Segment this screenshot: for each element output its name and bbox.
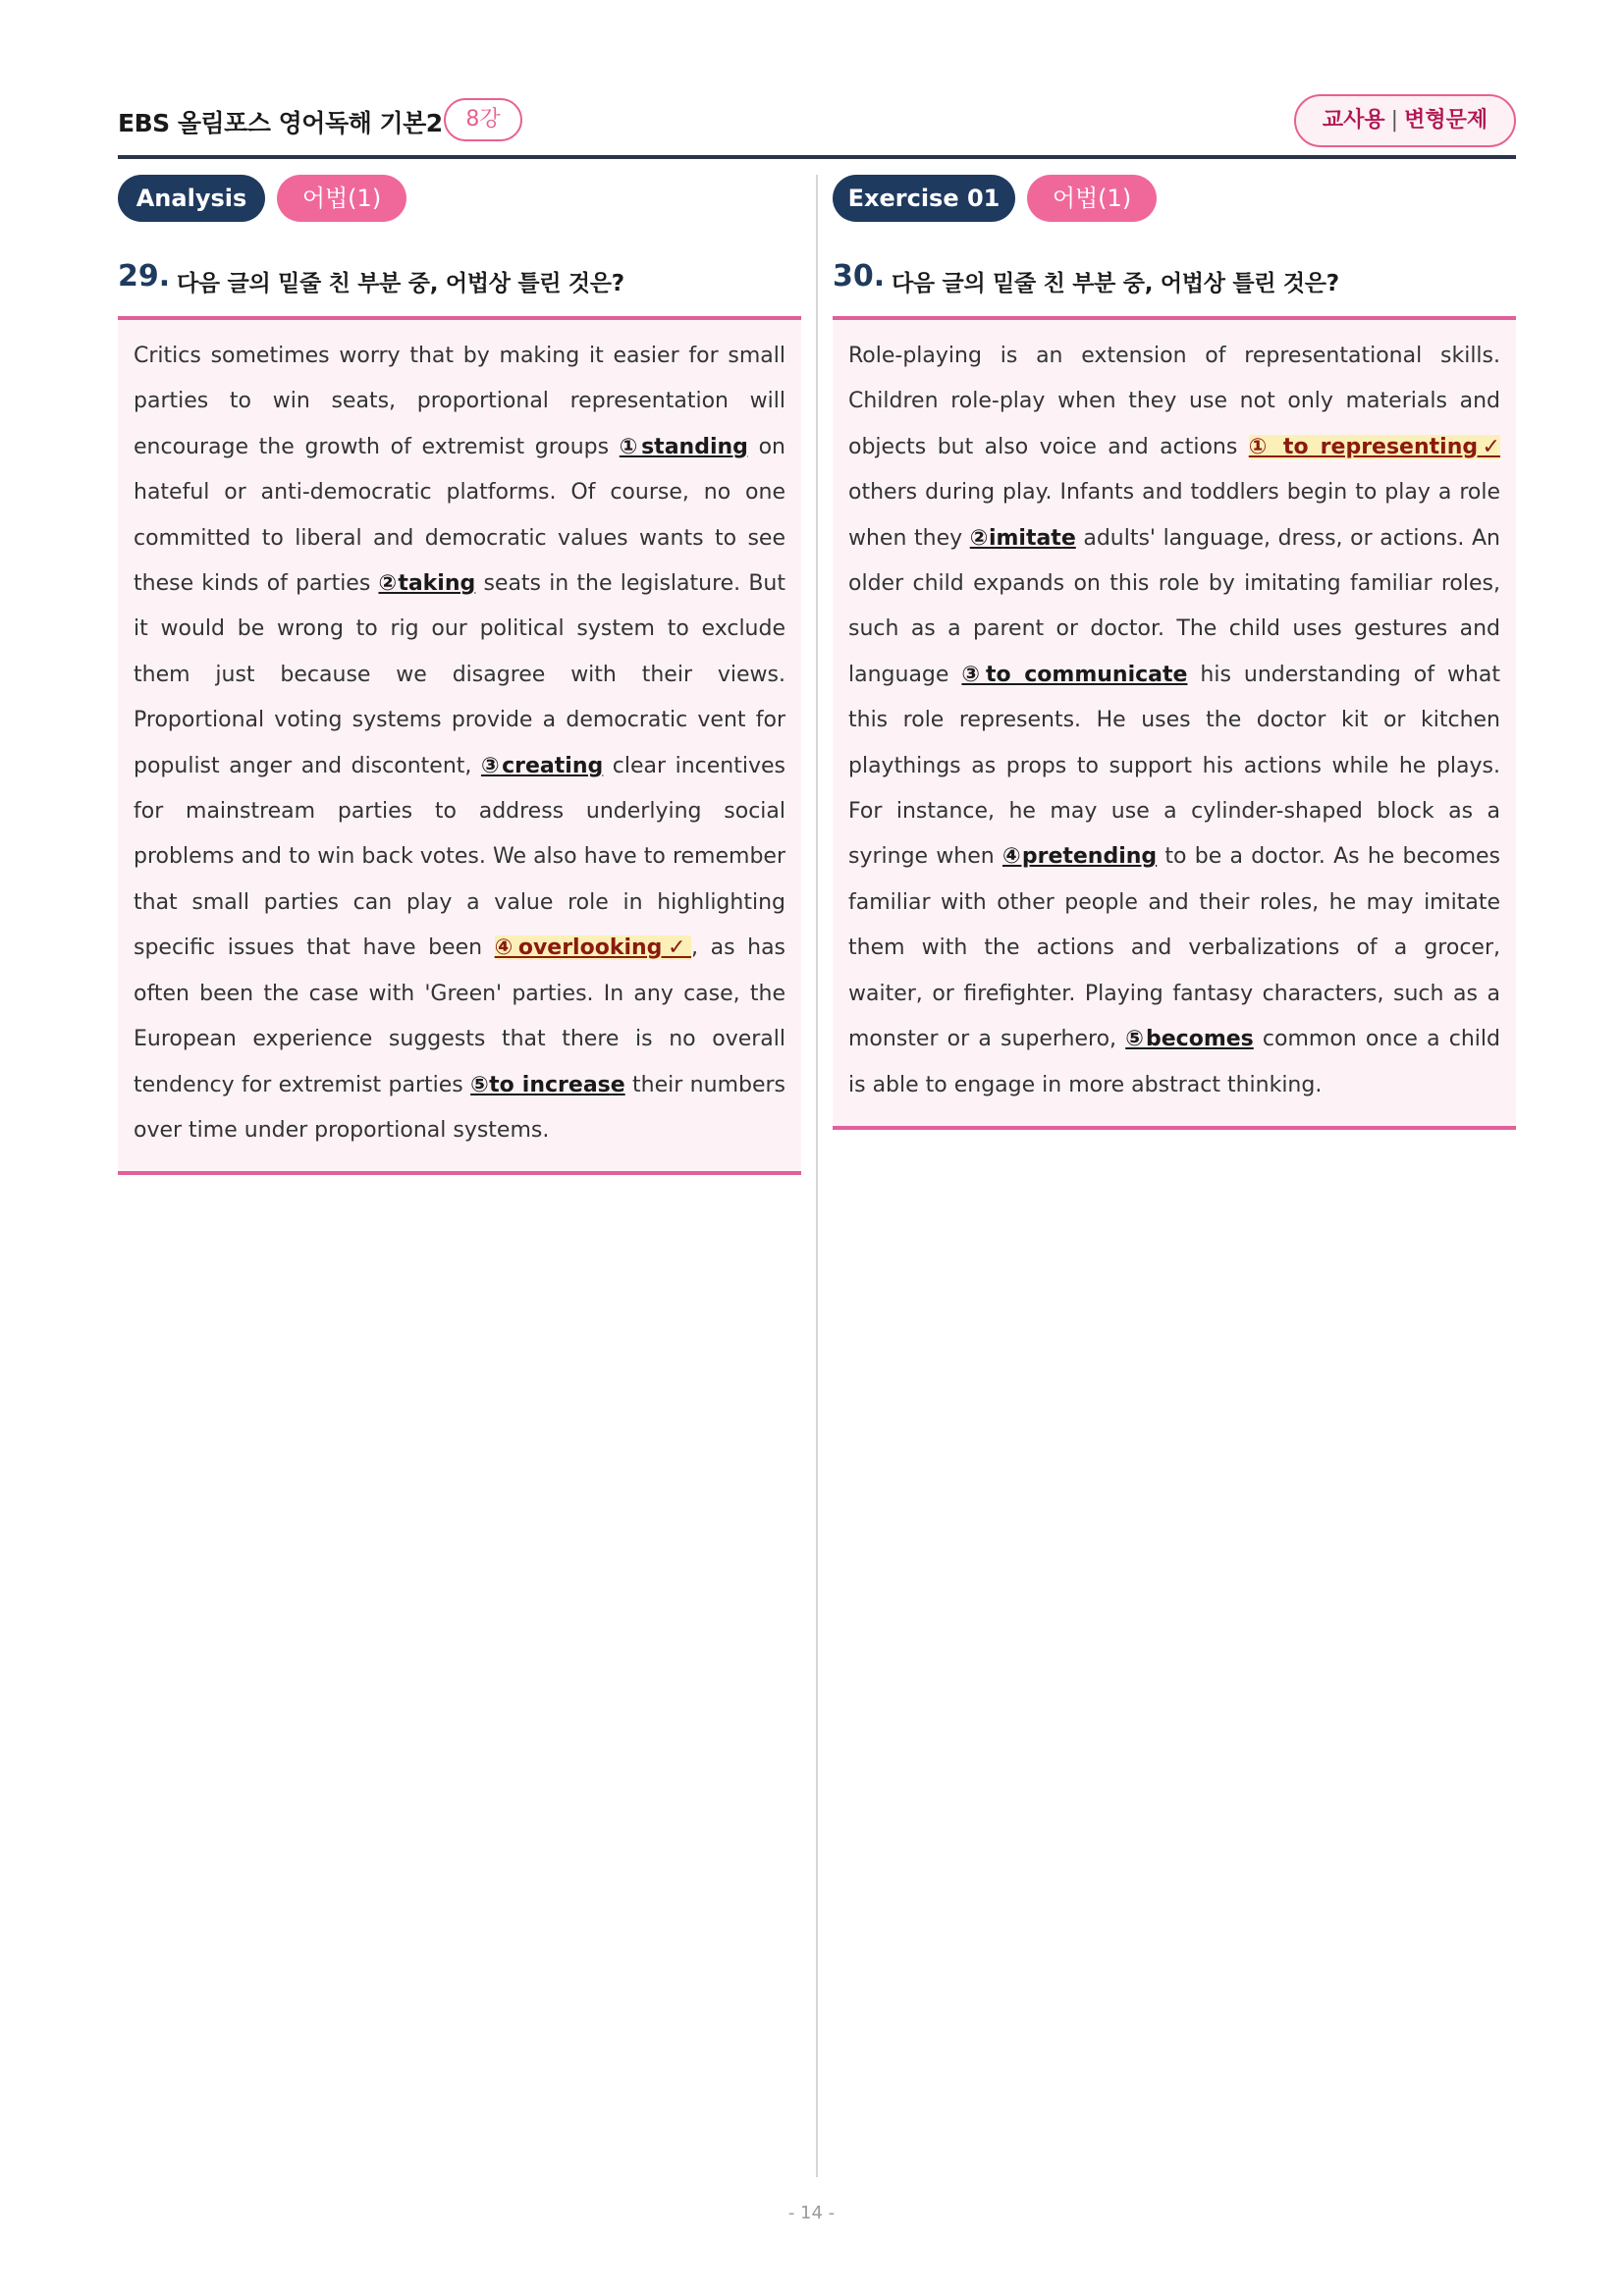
passage-segment: adults' language, dress, or actions. An older child expands on this role by imitating familiar roles, such as a parent or doctor. The child uses gestures and language (848, 525, 1500, 687)
passage-segment: to be a doctor. As he becomes familiar with other people and their roles, he may imitate them with the actions and verbalizations of a grocer, waiter, or firefighter. Playing fantasy characters, such as a monster or a superhero, (848, 844, 1501, 1052)
book-title: EBS 올림포스 영어독해 기본2 (118, 109, 443, 137)
question-number: 30. (833, 259, 886, 294)
question-29 (118, 259, 801, 298)
question-prompt: 다음 글의 밑줄 친 부분 중, 어법상 틀린 것은? (892, 271, 1339, 296)
underlined-choice: ②taking (378, 571, 476, 597)
passage-segment: Role-playing is an extension of representational skills. Children role-play when they use not only materials and objects but also voice and actions (848, 344, 1500, 459)
edition-badge (1294, 94, 1516, 147)
category-tag-grammar: 어법(1) (1027, 175, 1157, 222)
question-30 (833, 259, 1516, 298)
passage-segment: Critics sometimes worry that by making it easier for small parties to win seats, proportional representation will encourage the growth of extremist groups (134, 344, 785, 459)
question-prompt: 다음 글의 밑줄 친 부분 중, 어법상 틀린 것은? (177, 271, 624, 296)
underlined-choice: ③creating (480, 753, 604, 778)
passage-segment: clear incentives for mainstream parties to address underlying social problems and to win back votes. We also have to remember that small parties can play a value role in highlighting specific issues that have been (134, 753, 785, 961)
underlined-choice: ④pretending (1001, 844, 1158, 870)
page-header (118, 94, 1516, 159)
lesson-badge: 8강 (444, 98, 522, 141)
passage-segment: his understanding of what this role represents. He uses the doctor kit or kitchen playthings as props to support his actions while he plays. For instance, he may use a cylinder-shaped block as a syringe when (848, 662, 1501, 870)
underlined-choice: ①standing (619, 434, 748, 459)
passage-segment: others during play. Infants and toddlers begin to play a role when they (848, 480, 1500, 551)
section-tag-analysis: Analysis (118, 175, 265, 222)
column-divider (816, 175, 818, 2177)
teacher-label: 교사용 (1322, 108, 1385, 133)
passage-segment: , as has often been the case with 'Green' parties. In any case, the European experience suggests that there is no overall tendency for extremist parties (134, 935, 786, 1097)
left-column (118, 175, 801, 1175)
underlined-choice: ②imitate (969, 525, 1076, 551)
passage-segment: common once a child is able to engage in more abstract thinking. (848, 1027, 1500, 1097)
passage-box (118, 316, 801, 1175)
passage-text (134, 334, 785, 1153)
category-tag-grammar: 어법(1) (277, 175, 406, 222)
left-tag-row (118, 175, 801, 222)
underlined-choice: ⑤becomes (1125, 1027, 1254, 1052)
passage-segment: on hateful or anti-democratic platforms. Of course, no one committed to liberal and democratic values wants to see these kinds of parties (134, 434, 785, 597)
section-tag-exercise: Exercise 01 (833, 175, 1015, 222)
underlined-choice: ③to communicate (961, 662, 1188, 687)
answer-choice-marked: ④overlooking✓ (494, 935, 692, 961)
passage-text (848, 334, 1500, 1108)
type-label: 변형문제 (1404, 108, 1488, 133)
right-column (833, 175, 1516, 1130)
passage-segment: seats in the legislature. But it would be wrong to rig our political system to exclude them just because we disagree with their views. Proportional voting systems provide a democratic vent for populist anger and discontent, (134, 571, 786, 778)
passage-box (833, 316, 1516, 1130)
badge-separator: | (1390, 108, 1399, 133)
right-tag-row (833, 175, 1516, 222)
underlined-choice: ⑤to increase (470, 1072, 625, 1097)
page-number: - 14 - (787, 2203, 836, 2223)
passage-segment: their numbers over time under proportional systems. (134, 1072, 786, 1143)
question-number: 29. (118, 259, 171, 294)
answer-choice-marked: ① to representing✓ (1248, 434, 1500, 459)
header-rule (118, 155, 1516, 159)
